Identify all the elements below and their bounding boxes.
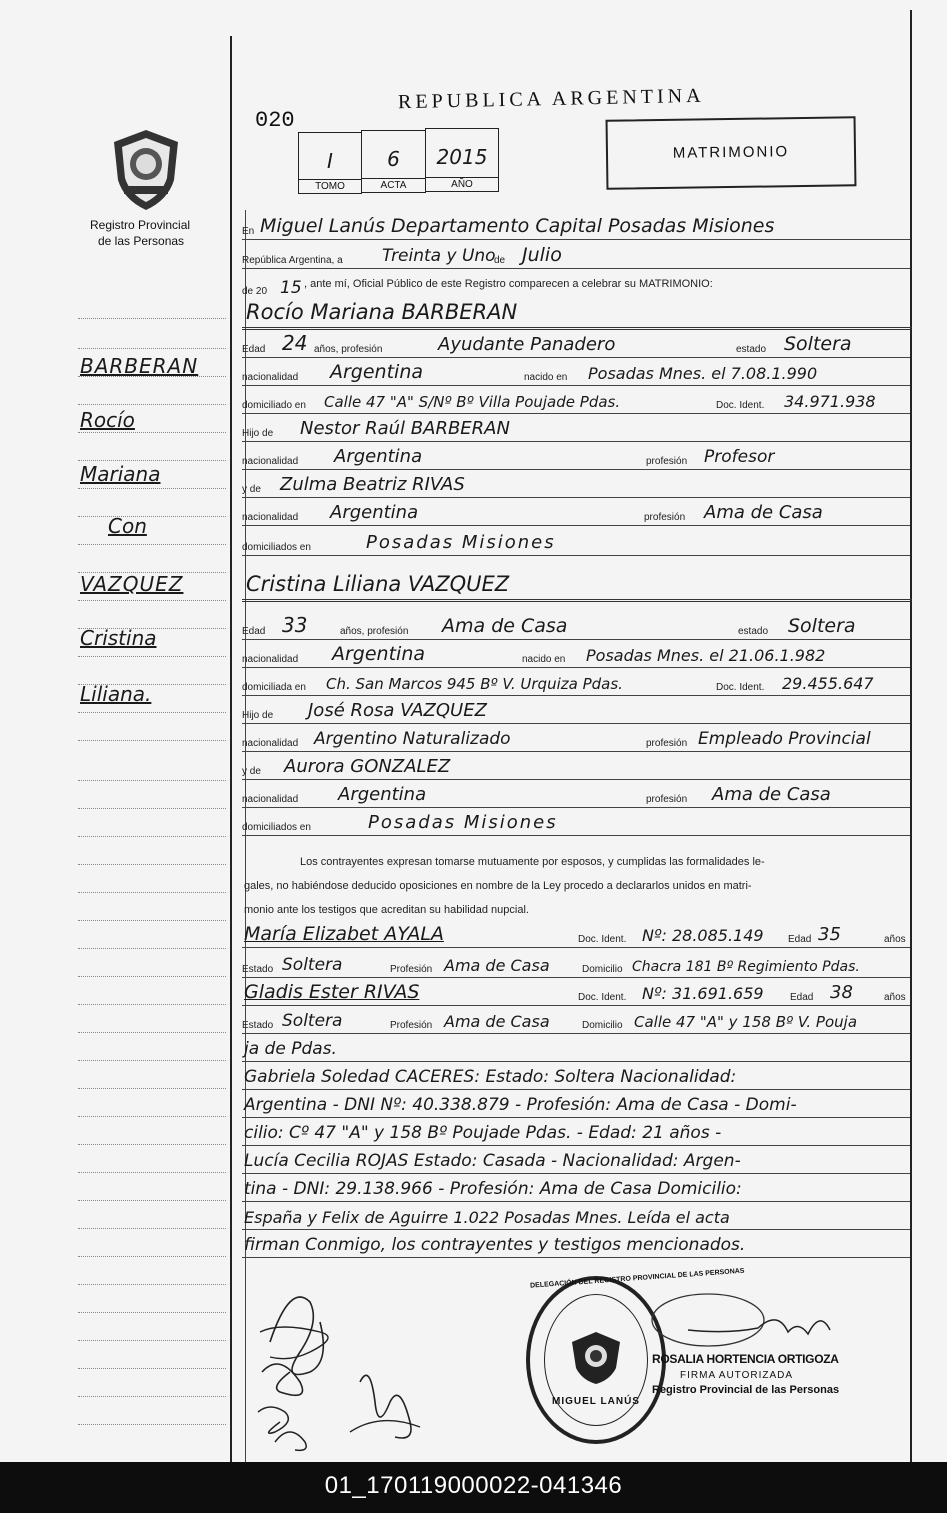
- registry-name-line2: de las Personas: [98, 234, 185, 248]
- profesion-label: profesión: [646, 794, 688, 805]
- c2-estado: Soltera: [788, 615, 856, 637]
- tomo-label: TOMO: [299, 179, 361, 193]
- doc-label: Doc. Ident.: [716, 682, 765, 693]
- c1-madre-prof: Ama de Casa: [704, 502, 823, 523]
- republica-label: República Argentina, a: [242, 255, 343, 266]
- margin-dotline: [78, 348, 226, 349]
- opening-statement-row: [242, 278, 910, 300]
- folio-number: 020: [255, 108, 295, 133]
- t1-name-row: [242, 923, 910, 948]
- formula-line-2: gales, no habiéndose deducido oposiciones en nombre de la Ley procedo a declararlos unidos en matri-: [244, 880, 752, 892]
- seal-bottom-text: MIGUEL LANÚS: [552, 1396, 640, 1407]
- edad-label: Edad: [242, 344, 266, 355]
- c1-padre-prof: Profesor: [704, 447, 775, 467]
- anio-cell: [425, 128, 499, 192]
- c2-padre: José Rosa VAZQUEZ: [308, 700, 487, 721]
- margin-dotline: [78, 1312, 226, 1313]
- day-value: Treinta y Uno: [382, 246, 496, 266]
- margin-dotline: [78, 836, 226, 837]
- t1-doc: Nº: 28.085.149: [642, 926, 764, 945]
- margin-dotline: [78, 1340, 226, 1341]
- domicilio-label: domiciliado en: [242, 400, 306, 411]
- nacido-label: nacido en: [524, 372, 568, 383]
- extra-line-7: [242, 1236, 910, 1258]
- acta-label: ACTA: [362, 178, 425, 192]
- extra-line-5: [242, 1180, 910, 1202]
- margin-dotline: [78, 1256, 226, 1257]
- margin-dotline: [78, 948, 226, 949]
- t1-edad: 35: [818, 924, 841, 945]
- seal-emblem-icon: [570, 1330, 622, 1386]
- nacionalidad-label: nacionalidad: [242, 794, 299, 805]
- margin-dotline: [78, 1088, 226, 1089]
- contrayente1-name: Rocío Mariana BARBERAN: [246, 300, 518, 324]
- province-emblem-icon: [110, 128, 182, 212]
- extra-line-1-text: Gabriela Soledad CACERES: Estado: Soltera Nacionalidad:: [244, 1067, 737, 1087]
- contrayente1-name-row: [242, 302, 912, 330]
- t1-estado: Soltera: [282, 955, 343, 975]
- anio-value: 2015: [436, 145, 488, 169]
- en-label: En: [242, 226, 255, 237]
- doc-label: Doc. Ident.: [716, 400, 765, 411]
- right-border-line: [910, 10, 912, 1462]
- c1-nac-row: [242, 361, 910, 386]
- nacido-label: nacido en: [522, 654, 566, 665]
- margin-dotline: [78, 712, 226, 713]
- contrayente2-name-row: [242, 574, 912, 602]
- margin-dotline: [78, 1144, 226, 1145]
- doc-label: Doc. Ident.: [578, 992, 627, 1003]
- margin-dotline: [78, 1424, 226, 1425]
- c2-nacionalidad: Argentina: [332, 643, 426, 665]
- acta-cell: [361, 130, 426, 193]
- tomo-cell: [298, 132, 362, 194]
- nacionalidad-label: nacionalidad: [242, 738, 299, 749]
- t2-domicilio-cont-row: [242, 1040, 910, 1062]
- margin-dotline: [78, 544, 226, 545]
- t2-profesion: Ama de Casa: [444, 1012, 550, 1031]
- c2-edad-row: [242, 613, 910, 640]
- margin-note-surname1: BARBERAN: [80, 354, 199, 378]
- seal-ring-text: DELEGACIÓN DEL REGISTRO PROVINCIAL DE LAS PERSONAS: [529, 1267, 745, 1290]
- margin-dotline: [78, 780, 226, 781]
- nacionalidad-label: nacionalidad: [242, 654, 299, 665]
- margin-dotline: [78, 656, 226, 657]
- statement-text: , ante mí, Oficial Público de este Registro comparecen a celebrar su MATRIMONIO:: [304, 278, 713, 290]
- c1-padre-row: [242, 420, 910, 442]
- c2-nac-row: [242, 643, 910, 668]
- estado-label: estado: [738, 626, 769, 637]
- margin-dotline: [78, 432, 226, 433]
- domiciliados-label: domiciliados en: [242, 822, 311, 833]
- margin-dotline: [78, 488, 226, 489]
- margin-note-name1b: Mariana: [80, 462, 161, 486]
- extra-line-3-text: cilio: Cº 47 "A" y 158 Bº Poujade Pdas. - Edad: 21 años -: [244, 1123, 722, 1143]
- t2-domicilio-cont: ja de Pdas.: [244, 1039, 337, 1059]
- margin-dotline: [78, 1228, 226, 1229]
- margin-dotline: [78, 1004, 226, 1005]
- profesion-label: Profesión: [390, 964, 433, 975]
- c1-profesion: Ayudante Panadero: [438, 334, 616, 355]
- margin-dotline: [78, 740, 226, 741]
- margin-dotline: [78, 318, 226, 319]
- margin-dotline: [78, 1060, 226, 1061]
- margin-note-name1a: Rocío: [80, 408, 135, 432]
- domicilio-label: Domicilio: [582, 964, 623, 975]
- extra-line-4-text: Lucía Cecilia ROJAS Estado: Casada - Nacionalidad: Argen-: [244, 1151, 741, 1171]
- c1-madre-row: [242, 476, 910, 498]
- formula-paragraph: [244, 850, 910, 922]
- estado-label: Estado: [242, 1020, 274, 1031]
- c2-dom-row: [242, 674, 910, 696]
- t2-domicilio: Calle 47 "A" y 158 Bº V. Pouja: [634, 1013, 858, 1031]
- extra-line-3: [242, 1124, 910, 1146]
- hijo-label: Hijo de: [242, 428, 274, 439]
- margin-note-name2b: Liliana.: [80, 682, 152, 706]
- margin-dotline: [78, 920, 226, 921]
- c2-madre-row: [242, 758, 910, 780]
- c2-padre-row: [242, 702, 910, 724]
- c2-edad: 33: [282, 613, 308, 637]
- year-suffix: 15: [280, 278, 302, 298]
- t2-name-row: [242, 981, 910, 1006]
- extra-line-2-text: Argentina - DNI Nº: 40.338.879 - Profesión: Ama de Casa - Domi-: [244, 1095, 797, 1115]
- opening-place-row: [242, 215, 910, 240]
- c2-padre-nac: Argentino Naturalizado: [314, 729, 511, 749]
- c1-madre: Zulma Beatriz RIVAS: [280, 474, 465, 495]
- margin-dotline: [78, 600, 226, 601]
- margin-dotline: [78, 1172, 226, 1173]
- yde-label: y de: [242, 766, 261, 777]
- c1-nacionalidad: Argentina: [330, 361, 424, 383]
- extra-line-2: [242, 1096, 910, 1118]
- t2-estado: Soltera: [282, 1011, 343, 1031]
- anios-prof-label: años, profesión: [314, 344, 383, 355]
- margin-dotline: [78, 1200, 226, 1201]
- t2-doc: Nº: 31.691.659: [642, 984, 764, 1003]
- t1-domicilio: Chacra 181 Bº Regimiento Pdas.: [632, 959, 860, 975]
- signatures-icon: [250, 1262, 450, 1458]
- anios-label: años: [884, 992, 906, 1003]
- extra-line-1: [242, 1068, 910, 1090]
- yde-label: y de: [242, 484, 261, 495]
- c1-padre-nac-row: [242, 448, 910, 470]
- c1-madre-nac: Argentina: [330, 502, 419, 523]
- domicilio-label: Domicilio: [582, 1020, 623, 1031]
- c1-nacido: Posadas Mnes. el 7.08.1.990: [588, 364, 818, 383]
- official-name: ROSALIA HORTENCIA ORTIGOZA: [652, 1352, 839, 1366]
- domicilio-label: domiciliada en: [242, 682, 306, 693]
- t2-edad: 38: [830, 982, 853, 1003]
- matrimonio-label: MATRIMONIO: [672, 143, 790, 162]
- t2-name: Gladis Ester RIVAS: [244, 981, 420, 1003]
- month-value: Julio: [522, 244, 562, 266]
- formula-line-3: monio ante los testigos que acreditan su habilidad nupcial.: [244, 904, 529, 916]
- domiciliados-label: domiciliados en: [242, 542, 311, 553]
- extra-line-6-text: España y Felix de Aguirre 1.022 Posadas Mnes. Leída el acta: [244, 1208, 730, 1227]
- margin-dotline: [78, 808, 226, 809]
- margin-dotline: [78, 864, 226, 865]
- c1-domicilio: Calle 47 "A" S/Nº Bº Villa Poujade Pdas.: [324, 393, 621, 411]
- footer-id: 01_170119000022-041346: [324, 1472, 623, 1499]
- contrayente2-name: Cristina Liliana VAZQUEZ: [246, 572, 510, 596]
- registry-name-line1: Registro Provincial: [90, 218, 191, 232]
- c2-doc: 29.455.647: [782, 674, 874, 693]
- c2-domiciliados: Posadas Misiones: [368, 812, 558, 833]
- place-value: Miguel Lanús Departamento Capital Posadas Misiones: [260, 215, 775, 237]
- c1-dom-row: [242, 392, 910, 414]
- country-heading: REPUBLICA ARGENTINA: [397, 84, 705, 114]
- margin-dotline: [78, 516, 226, 517]
- c2-madre-nac: Argentina: [338, 784, 427, 805]
- margin-dotline: [78, 460, 226, 461]
- edad-label: Edad: [790, 992, 814, 1003]
- margin-dotline: [78, 1396, 226, 1397]
- hijo-label: Hijo de: [242, 710, 274, 721]
- extra-line-5-text: tina - DNI: 29.138.966 - Profesión: Ama de Casa Domicilio:: [244, 1179, 742, 1199]
- c1-domiciliados: Posadas Misiones: [366, 532, 556, 553]
- c2-madre-nac-row: [242, 786, 910, 808]
- c1-edad-row: [242, 331, 910, 358]
- c2-domiciliados-row: [242, 814, 910, 836]
- extra-line-6: [242, 1208, 910, 1230]
- c2-madre: Aurora GONZALEZ: [284, 756, 451, 777]
- footer-bar: [0, 1462, 947, 1513]
- c2-domicilio: Ch. San Marcos 945 Bº V. Urquiza Pdas.: [326, 675, 623, 693]
- tomo-value: I: [327, 149, 333, 173]
- year-prefix: de 20: [242, 286, 268, 297]
- t1-name: María Elizabet AYALA: [244, 923, 444, 945]
- margin-dotline: [78, 1116, 226, 1117]
- anio-label: AÑO: [426, 177, 498, 191]
- margin-dotline: [78, 976, 226, 977]
- extra-line-4: [242, 1152, 910, 1174]
- margin-dotline: [78, 1284, 226, 1285]
- t2-estado-row: [242, 1012, 910, 1034]
- anios-label: años: [884, 934, 906, 945]
- c1-estado: Soltera: [784, 333, 852, 355]
- c1-padre: Nestor Raúl BARBERAN: [300, 418, 510, 439]
- c2-profesion: Ama de Casa: [442, 615, 568, 637]
- c2-nacido: Posadas Mnes. el 21.06.1.982: [586, 646, 826, 665]
- margin-note-con: Con: [108, 514, 147, 538]
- official-title: FIRMA AUTORIZADA: [680, 1370, 794, 1381]
- c2-padre-nac-row: [242, 730, 910, 752]
- opening-date-row: [242, 244, 910, 269]
- estado-label: Estado: [242, 964, 274, 975]
- nacionalidad-label: nacionalidad: [242, 456, 299, 467]
- t1-profesion: Ama de Casa: [444, 956, 550, 975]
- left-margin-line: [230, 36, 232, 1462]
- doc-label: Doc. Ident.: [578, 934, 627, 945]
- margin-dotline: [78, 892, 226, 893]
- margin-dotline: [78, 404, 226, 405]
- acta-value: 6: [387, 147, 400, 171]
- c1-domiciliados-row: [242, 534, 910, 556]
- margin-dotline: [78, 1368, 226, 1369]
- edad-label: Edad: [242, 626, 266, 637]
- official-office: Registro Provincial de las Personas: [652, 1384, 840, 1396]
- margin-dotline: [78, 1032, 226, 1033]
- estado-label: estado: [736, 344, 767, 355]
- formula-line-1: Los contrayentes expresan tomarse mutuamente por esposos, y cumplidas las formalidades le-: [300, 856, 765, 868]
- c1-madre-nac-row: [242, 504, 910, 526]
- extra-line-7-text: firman Conmigo, los contrayentes y testigos mencionados.: [244, 1235, 746, 1255]
- margin-note-name2a: Cristina: [80, 626, 157, 650]
- c1-edad: 24: [282, 331, 308, 355]
- c2-madre-prof: Ama de Casa: [712, 784, 831, 805]
- profesion-label: Profesión: [390, 1020, 433, 1031]
- profesion-label: profesión: [646, 738, 688, 749]
- matrimonio-box: [606, 116, 857, 189]
- anios-prof-label: años, profesión: [340, 626, 409, 637]
- nacionalidad-label: nacionalidad: [242, 512, 299, 523]
- edad-label: Edad: [788, 934, 812, 945]
- margin-note-surname2: VAZQUEZ: [80, 572, 184, 596]
- de-label: de: [494, 255, 506, 266]
- t1-estado-row: [242, 956, 910, 978]
- c2-padre-prof: Empleado Provincial: [698, 729, 871, 749]
- nacionalidad-label: nacionalidad: [242, 372, 299, 383]
- profesion-label: profesión: [644, 512, 686, 523]
- c1-padre-nac: Argentina: [334, 446, 423, 467]
- profesion-label: profesión: [646, 456, 688, 467]
- c1-doc: 34.971.938: [784, 392, 876, 411]
- official-signature-icon: [648, 1290, 838, 1350]
